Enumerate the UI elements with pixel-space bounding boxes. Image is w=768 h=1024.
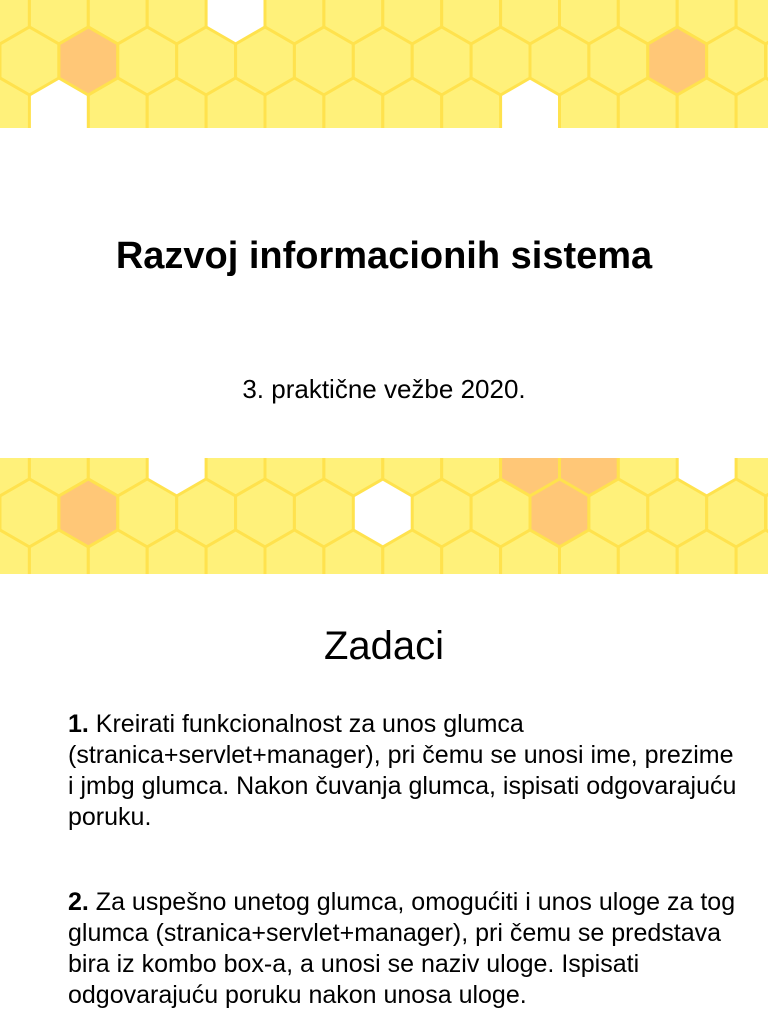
- task-number: 2.: [68, 888, 89, 916]
- task-item: [68, 709, 738, 833]
- slide-subtitle: 3. praktične vežbe 2020.: [242, 374, 526, 404]
- honeycomb-pattern: [0, 458, 768, 574]
- task-text: Za uspešno unetog glumca, omogućiti i unos uloge za tog glumca (stranica+servlet+manager), pri čemu se predstava bira iz kombo box-a, a unosi se naziv uloge. Ispisati odgovarajuću poruku nakon unosa uloge.: [68, 888, 736, 1009]
- task-item: [68, 887, 738, 1011]
- slide-title: Razvoj informacionih sistema: [115, 235, 653, 277]
- honeycomb-banner-top: [0, 0, 768, 128]
- task-number: 1.: [68, 710, 89, 738]
- section-heading: Zadaci: [323, 624, 445, 668]
- honeycomb-banner-middle: [0, 458, 768, 574]
- honeycomb-pattern: [0, 0, 768, 128]
- task-text: Kreirati funkcionalnost za unos glumca (stranica+servlet+manager), pri čemu se unosi ime, prezime i jmbg glumca. Nakon čuvanja glumca, ispisati odgovarajuću poruku.: [68, 710, 737, 831]
